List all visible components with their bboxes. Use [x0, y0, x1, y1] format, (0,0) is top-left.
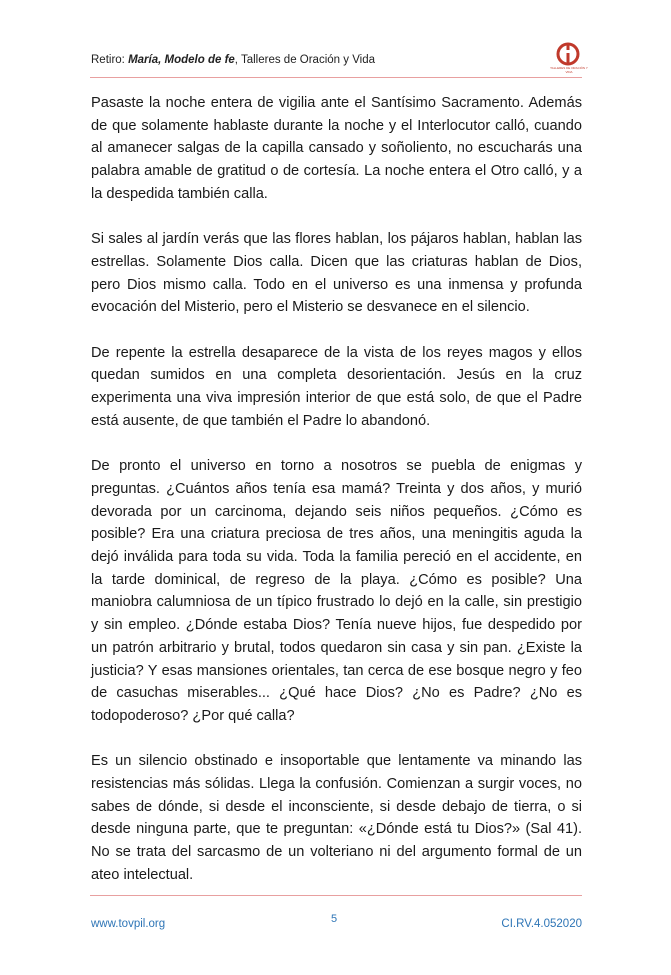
- paragraph: Si sales al jardín verás que las flores hablan, los pájaros hablan, hablan las estrellas. Solamente Dios calla. Dicen que las criaturas hablan de Dios, pero Dios mismo calla. Todo en el universo es una inmensa y profunda evocación del Misterio, pero el Misterio se desvanece en el silencio.: [91, 231, 582, 316]
- header-title: María, Modelo de fe: [128, 54, 235, 66]
- page-header: [91, 54, 375, 66]
- paragraph: De pronto el universo en torno a nosotros se puebla de enigmas y preguntas. ¿Cuántos años tenía esa mamá? Treinta y dos años, y murió devorada por un carcinoma, dejando seis niños pequeños. ¿Cómo es posible? Era una criatura preciosa de tres años, una meningitis aguda la dejó inválida para toda su vida. Toda la familia pereció en el accidente, en la tarde dominical, de regreso de la playa. ¿Cómo es posible? Una maniobra calumniosa de un típico frustrado lo dejó en la calle, sin prestigio y sin empleo. ¿Dónde estaba Dios? Tenía nueve hijos, fue despedido por un patrón arbitrario y brutal, todos quedaron sin casa y sin pan. ¿Existe la justicia? Y esas mansiones orientales, tan cerca de ese bosque negro y feo de casuchas miserables... ¿Qué hace Dios? ¿No es Padre? ¿No es todopoderoso? ¿Por qué calla?: [91, 458, 582, 724]
- header-prefix: Retiro:: [91, 54, 129, 66]
- body-text: [91, 92, 582, 909]
- document-code: CI.RV.4.052020: [501, 918, 582, 930]
- paragraph: Pasaste la noche entera de vigilia ante el Santísimo Sacramento. Además de que solamente hablaste durante la noche y el Interlocutor calló, cuando al amanecer salgas de la capilla cansado y soñoliento, no escucharás una palabra amable de gratitud o de cortesía. La noche entera el Otro calló, y a la despedida también calla.: [91, 95, 582, 202]
- website-link[interactable]: www.tovpil.org: [91, 918, 166, 930]
- page-number: 5: [331, 913, 338, 925]
- tovpil-logo-icon: [553, 41, 583, 69]
- paragraph: De repente la estrella desaparece de la vista de los reyes magos y ellos quedan sumidos en una completa desorientación. Jesús en la cruz experimenta una viva impresión interior de que está solo, de que el Padre está ausente, de que también el Padre lo abandonó.: [91, 344, 582, 429]
- footer-divider: [90, 895, 582, 896]
- header-divider: [90, 77, 582, 78]
- header-suffix: , Talleres de Oración y Vida: [234, 54, 376, 66]
- paragraph: Es un silencio obstinado e insoportable que lentamente va minando las resistencias más sólidas. Llega la confusión. Comienzan a surgir voces, no sabes de dónde, si desde el inconsciente, si desde debajo de tierra, o si desde ninguna parte, que te preguntan: «¿Dónde está tu Dios?» (Sal 41). No se trata del sarcasmo de un volteriano ni del argumento formal de un ateo intelectual.: [91, 753, 582, 883]
- logo-caption: TALLERES DE ORACIÓN Y VIDA: [550, 66, 588, 74]
